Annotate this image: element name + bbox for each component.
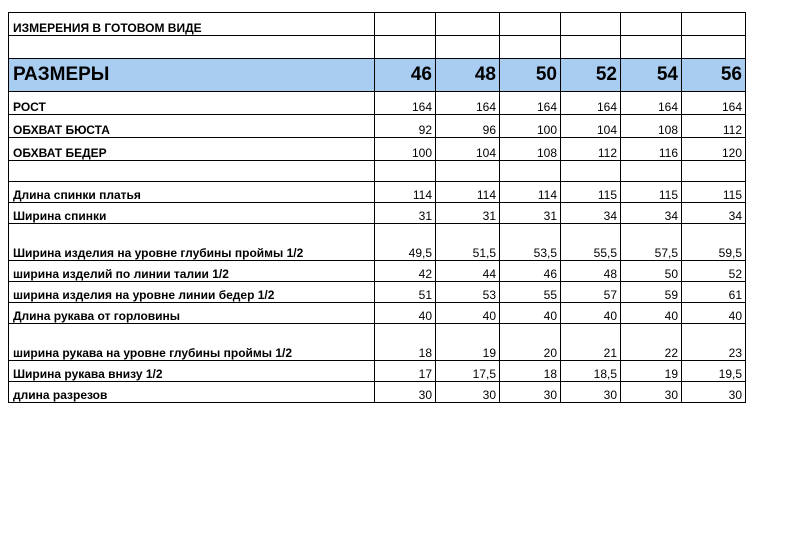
value-cell: 112	[561, 138, 621, 161]
value-cell: 61	[682, 282, 746, 303]
size-cell: 52	[561, 59, 621, 92]
value-cell: 30	[621, 382, 682, 403]
value-cell: 115	[561, 182, 621, 203]
value-cell: 44	[436, 261, 500, 282]
value-cell: 21	[561, 324, 621, 361]
table-row	[9, 92, 746, 115]
table-row	[9, 382, 746, 403]
size-cell: 50	[500, 59, 561, 92]
value-cell: 19	[621, 361, 682, 382]
value-cell: 108	[500, 138, 561, 161]
value-cell: 164	[561, 92, 621, 115]
value-cell: 53	[436, 282, 500, 303]
value-cell: 34	[682, 203, 746, 224]
row-label: Ширина рукава внизу 1/2	[9, 361, 375, 382]
table-title: ИЗМЕРЕНИЯ В ГОТОВОМ ВИДЕ	[9, 13, 375, 36]
row-label: РОСТ	[9, 92, 375, 115]
value-cell: 50	[621, 261, 682, 282]
value-cell: 40	[682, 303, 746, 324]
value-cell: 57	[561, 282, 621, 303]
value-cell: 116	[621, 138, 682, 161]
value-cell: 57,5	[621, 224, 682, 261]
value-cell: 31	[436, 203, 500, 224]
size-cell: 46	[375, 59, 436, 92]
value-cell: 59,5	[682, 224, 746, 261]
table-row	[9, 303, 746, 324]
size-cell: 48	[436, 59, 500, 92]
empty-row	[9, 161, 746, 182]
value-cell: 30	[561, 382, 621, 403]
value-cell: 40	[621, 303, 682, 324]
size-cell: 54	[621, 59, 682, 92]
table-row	[9, 261, 746, 282]
value-cell: 40	[375, 303, 436, 324]
value-cell: 31	[375, 203, 436, 224]
table-row	[9, 138, 746, 161]
value-cell: 164	[621, 92, 682, 115]
value-cell: 114	[375, 182, 436, 203]
value-cell: 48	[561, 261, 621, 282]
row-label: Длина спинки платья	[9, 182, 375, 203]
table-row	[9, 224, 746, 261]
value-cell: 19	[436, 324, 500, 361]
row-label: Длина рукава от горловины	[9, 303, 375, 324]
value-cell: 104	[561, 115, 621, 138]
sizes-label: РАЗМЕРЫ	[9, 59, 375, 92]
value-cell: 19,5	[682, 361, 746, 382]
value-cell: 31	[500, 203, 561, 224]
value-cell: 34	[621, 203, 682, 224]
value-cell: 17	[375, 361, 436, 382]
measurements-table	[8, 12, 746, 403]
row-label: ОБХВАТ БЮСТА	[9, 115, 375, 138]
sizes-header-row	[9, 59, 746, 92]
value-cell: 30	[375, 382, 436, 403]
value-cell: 164	[375, 92, 436, 115]
table-row	[9, 324, 746, 361]
value-cell: 52	[682, 261, 746, 282]
value-cell: 55,5	[561, 224, 621, 261]
title-row	[9, 13, 746, 36]
row-label: ОБХВАТ БЕДЕР	[9, 138, 375, 161]
value-cell: 115	[682, 182, 746, 203]
value-cell: 40	[436, 303, 500, 324]
value-cell: 108	[621, 115, 682, 138]
row-label: ширина изделия на уровне линии бедер 1/2	[9, 282, 375, 303]
value-cell: 51	[375, 282, 436, 303]
value-cell: 164	[500, 92, 561, 115]
value-cell: 23	[682, 324, 746, 361]
value-cell: 18	[375, 324, 436, 361]
value-cell: 22	[621, 324, 682, 361]
empty-row	[9, 36, 746, 59]
value-cell: 34	[561, 203, 621, 224]
value-cell: 30	[436, 382, 500, 403]
value-cell: 92	[375, 115, 436, 138]
value-cell: 30	[682, 382, 746, 403]
row-label: длина разрезов	[9, 382, 375, 403]
value-cell: 42	[375, 261, 436, 282]
value-cell: 40	[561, 303, 621, 324]
table-row	[9, 361, 746, 382]
value-cell: 20	[500, 324, 561, 361]
value-cell: 120	[682, 138, 746, 161]
value-cell: 104	[436, 138, 500, 161]
table-row	[9, 203, 746, 224]
value-cell: 30	[500, 382, 561, 403]
value-cell: 49,5	[375, 224, 436, 261]
row-label: ширина рукава на уровне глубины проймы 1/2	[9, 324, 375, 361]
size-cell: 56	[682, 59, 746, 92]
value-cell: 100	[500, 115, 561, 138]
value-cell: 18	[500, 361, 561, 382]
value-cell: 40	[500, 303, 561, 324]
value-cell: 17,5	[436, 361, 500, 382]
value-cell: 96	[436, 115, 500, 138]
table-row	[9, 282, 746, 303]
value-cell: 114	[436, 182, 500, 203]
value-cell: 114	[500, 182, 561, 203]
value-cell: 51,5	[436, 224, 500, 261]
value-cell: 59	[621, 282, 682, 303]
value-cell: 112	[682, 115, 746, 138]
value-cell: 100	[375, 138, 436, 161]
row-label: Ширина спинки	[9, 203, 375, 224]
value-cell: 164	[682, 92, 746, 115]
table-row	[9, 182, 746, 203]
table-row	[9, 115, 746, 138]
value-cell: 18,5	[561, 361, 621, 382]
row-label: Ширина изделия на уровне глубины проймы 1/2	[9, 224, 375, 261]
value-cell: 115	[621, 182, 682, 203]
value-cell: 46	[500, 261, 561, 282]
value-cell: 164	[436, 92, 500, 115]
value-cell: 55	[500, 282, 561, 303]
row-label: ширина изделий по линии талии 1/2	[9, 261, 375, 282]
value-cell: 53,5	[500, 224, 561, 261]
